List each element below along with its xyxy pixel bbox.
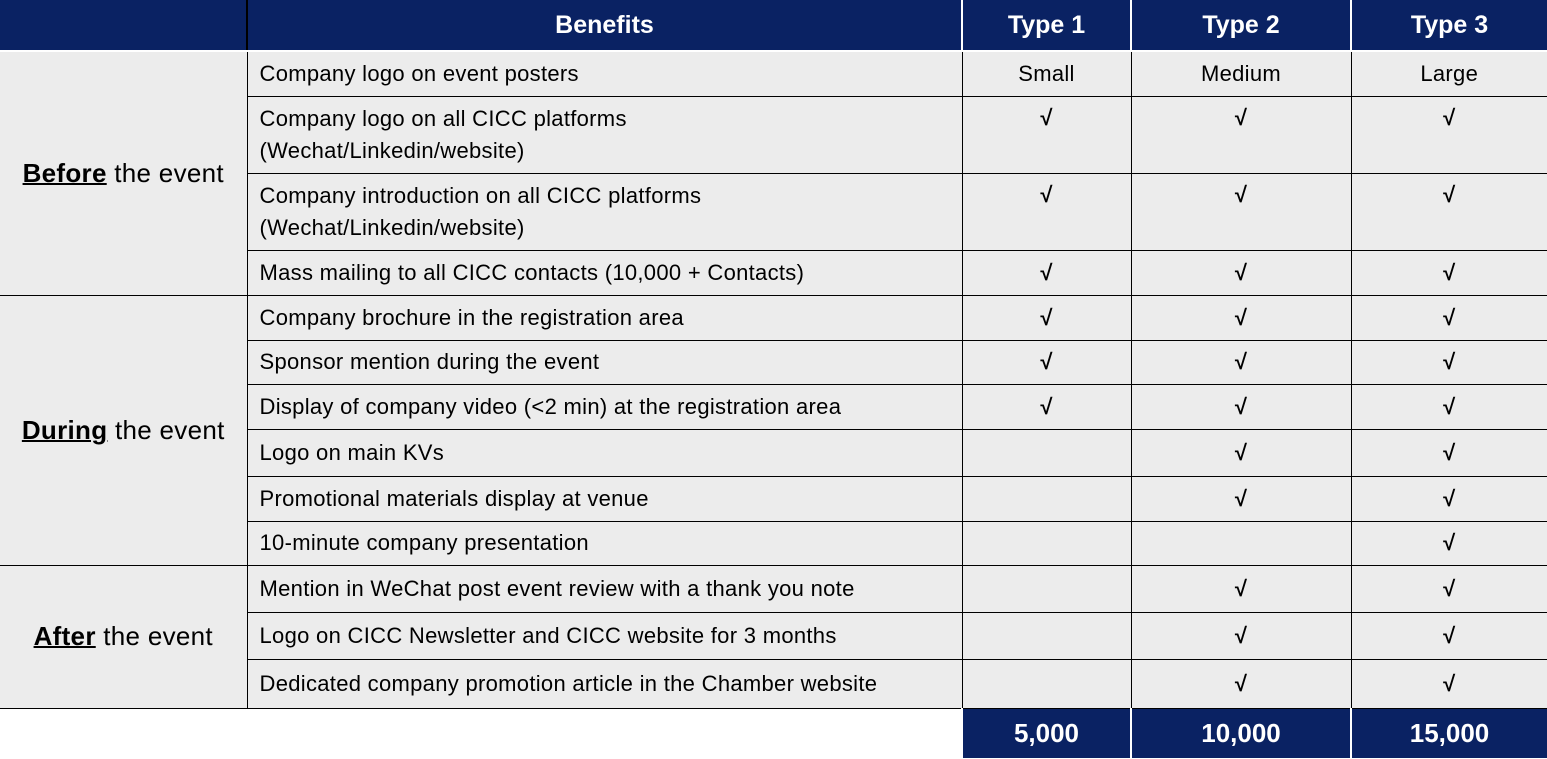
type-1-check: √	[962, 173, 1131, 250]
benefit-cell	[247, 51, 962, 96]
phase-rest: the event	[95, 621, 213, 651]
header-phase-cell	[0, 0, 247, 51]
phase-before	[0, 51, 247, 295]
price-row-spacer	[0, 708, 962, 758]
type-1-check: √	[962, 295, 1131, 340]
type-2-check: √	[1131, 659, 1351, 708]
type-2-check: √	[1131, 250, 1351, 295]
header-benefits: Benefits	[247, 0, 962, 51]
benefit-cell	[247, 250, 962, 295]
benefit-cell	[247, 96, 962, 173]
benefit-line: Company logo on all CICC platforms	[259, 105, 627, 131]
header-type-1: Type 1	[962, 0, 1131, 51]
benefit-cell	[247, 659, 962, 708]
benefit-cell	[247, 612, 962, 659]
type-3-check: √	[1351, 340, 1547, 384]
type-3-check: √	[1351, 96, 1547, 173]
benefit-cell	[247, 429, 962, 476]
phase-after	[0, 565, 247, 708]
phase-key: During	[21, 414, 108, 445]
type-3-check: √	[1351, 250, 1547, 295]
header-row	[0, 0, 1547, 51]
type-3-check: √	[1351, 173, 1547, 250]
header-type-2: Type 2	[1131, 0, 1351, 51]
phase-key: After	[33, 621, 96, 651]
type-2-check: √	[1131, 295, 1351, 340]
benefit-line: Logo on main KVs	[259, 439, 445, 465]
benefit-cell	[247, 173, 962, 250]
type-1-check	[962, 612, 1131, 659]
benefit-cell	[247, 521, 962, 565]
type-1-cell: Small	[962, 51, 1131, 96]
benefit-line: Company brochure in the registration area	[259, 304, 684, 330]
type-1-check: √	[962, 340, 1131, 384]
benefit-line: Logo on CICC Newsletter and CICC website for 3 months	[259, 622, 837, 648]
price-type-1: 5,000	[962, 708, 1131, 758]
phase-during	[0, 295, 247, 565]
type-1-check	[962, 476, 1131, 521]
benefit-line: Company logo on event posters	[259, 60, 579, 86]
type-2-check: √	[1131, 340, 1351, 384]
price-type-2: 10,000	[1131, 708, 1351, 758]
benefit-cell	[247, 384, 962, 429]
benefit-line: (Wechat/Linkedin/website)	[259, 137, 525, 163]
benefit-line: Company introduction on all CICC platforms	[259, 182, 702, 208]
benefit-line: Mention in WeChat post event review with a thank you note	[259, 575, 855, 601]
benefit-cell	[247, 565, 962, 612]
type-1-check	[962, 521, 1131, 565]
type-3-check: √	[1351, 659, 1547, 708]
phase-key: Before	[22, 157, 107, 188]
table-row	[0, 565, 1547, 612]
type-2-check: √	[1131, 476, 1351, 521]
type-3-check: √	[1351, 565, 1547, 612]
type-2-cell: Medium	[1131, 51, 1351, 96]
benefit-line: Display of company video (<2 min) at the registration area	[259, 393, 842, 419]
benefit-line: (Wechat/Linkedin/website)	[259, 214, 525, 240]
type-1-check	[962, 565, 1131, 612]
phase-rest: the event	[106, 157, 224, 188]
type-2-check	[1131, 521, 1351, 565]
benefit-cell	[247, 295, 962, 340]
type-3-check: √	[1351, 429, 1547, 476]
table-row	[0, 51, 1547, 96]
type-3-check: √	[1351, 295, 1547, 340]
price-type-3: 15,000	[1351, 708, 1547, 758]
table-row	[0, 295, 1547, 340]
benefit-cell	[247, 340, 962, 384]
type-2-check: √	[1131, 96, 1351, 173]
phase-rest: the event	[107, 414, 225, 445]
type-1-check: √	[962, 96, 1131, 173]
type-2-check: √	[1131, 565, 1351, 612]
type-2-check: √	[1131, 429, 1351, 476]
type-1-check	[962, 659, 1131, 708]
type-3-check: √	[1351, 612, 1547, 659]
type-3-check: √	[1351, 521, 1547, 565]
benefit-cell	[247, 476, 962, 521]
type-1-check	[962, 429, 1131, 476]
type-1-check: √	[962, 250, 1131, 295]
type-3-cell: Large	[1351, 51, 1547, 96]
benefit-line: Dedicated company promotion article in the Chamber website	[259, 670, 878, 696]
benefit-line: Sponsor mention during the event	[259, 349, 600, 374]
type-1-check: √	[962, 384, 1131, 429]
type-2-check: √	[1131, 384, 1351, 429]
price-row	[0, 708, 1547, 758]
benefit-line: Mass mailing to all CICC contacts (10,000 + Contacts)	[259, 259, 805, 285]
benefit-line: Promotional materials display at venue	[259, 485, 649, 511]
type-2-check: √	[1131, 173, 1351, 250]
type-3-check: √	[1351, 476, 1547, 521]
type-2-check: √	[1131, 612, 1351, 659]
type-3-check: √	[1351, 384, 1547, 429]
benefit-line: 10-minute company presentation	[259, 530, 589, 555]
header-type-3: Type 3	[1351, 0, 1547, 51]
